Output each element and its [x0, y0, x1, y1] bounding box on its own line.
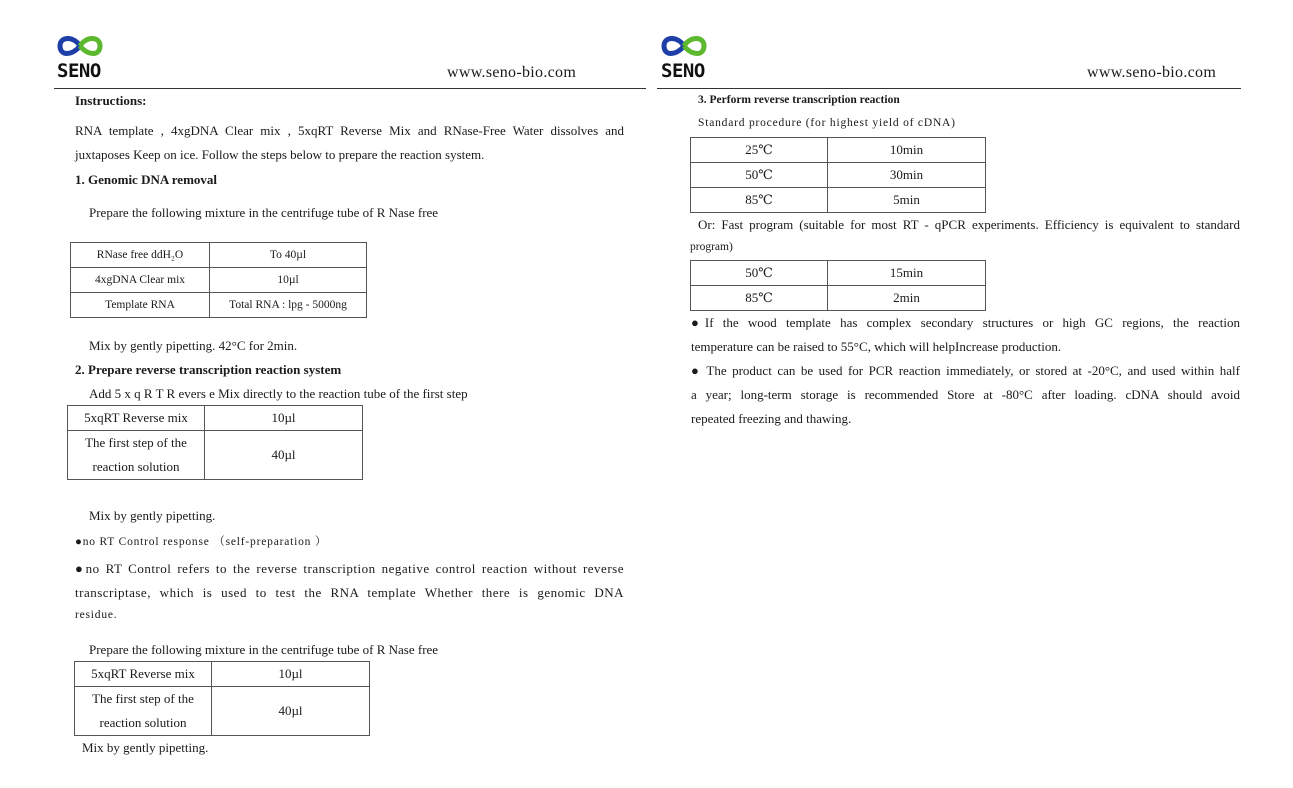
- header-rule: [657, 88, 1241, 89]
- step2-add-text: Add 5 x q R T R evers e Mix directly to the reaction tube of the first step: [89, 386, 468, 401]
- temperature-cell: 50℃: [691, 261, 828, 286]
- duration-cell: 5min: [828, 188, 986, 213]
- website-url: www.seno-bio.com: [1087, 64, 1217, 81]
- step2-heading: 2. Prepare reverse transcription reaction system: [75, 362, 342, 377]
- step1-prepare-text: Prepare the following mixture in the centrifuge tube of R Nase free: [89, 205, 439, 220]
- duration-cell: 2min: [828, 286, 986, 311]
- step3-heading: 3. Perform reverse transcription reaction: [698, 94, 900, 106]
- note1-line-2: temperature can be raised to 55°C, which will helpIncrease production.: [691, 339, 1062, 354]
- note2-line-2: a year; long-term storage is recommended Store at -80°C after loading. cDNA should avoid: [691, 387, 1240, 402]
- temperature-cell: 85℃: [691, 188, 828, 213]
- table-row: [71, 268, 367, 293]
- component-line-2: reaction solution: [99, 715, 187, 730]
- temperature-cell: 85℃: [691, 286, 828, 311]
- nort-desc-line-1: ●no RT Control refers to the reverse transcription negative control reaction without reverse: [75, 561, 624, 576]
- step2-mix-text: Mix by gently pipetting.: [89, 508, 216, 523]
- table-row: [71, 293, 367, 318]
- nort-desc-line-3: residue.: [75, 609, 118, 621]
- component-cell: RNase free ddH₂O: [71, 243, 210, 268]
- table-row: [691, 286, 986, 311]
- component-cell: [75, 687, 212, 736]
- table-row: [75, 662, 370, 687]
- gdna-removal-table: [70, 242, 367, 318]
- standard-procedure-table: [690, 137, 986, 213]
- step1-mix-text: Mix by gently pipetting. 42°C for 2min.: [89, 338, 298, 353]
- component-cell: [68, 431, 205, 480]
- left-page: [0, 0, 646, 788]
- component-cell: 4xgDNA Clear mix: [71, 268, 210, 293]
- final-mix-text: Mix by gently pipetting.: [82, 740, 209, 755]
- standard-procedure-label: Standard procedure (for highest yield of cDNA): [698, 117, 956, 129]
- amount-cell: 10µl: [212, 662, 370, 687]
- logo-wordmark: SENO: [57, 60, 101, 82]
- step1-heading: 1. Genomic DNA removal: [75, 172, 218, 187]
- instructions-heading: Instructions:: [75, 93, 147, 108]
- nort-prepare-text: Prepare the following mixture in the centrifuge tube of R Nase free: [89, 642, 439, 657]
- table-row: [691, 138, 986, 163]
- amount-cell: 10µl: [210, 268, 367, 293]
- table-row: [691, 188, 986, 213]
- duration-cell: 15min: [828, 261, 986, 286]
- table-row: [68, 406, 363, 431]
- duration-cell: 10min: [828, 138, 986, 163]
- amount-cell: To 40µl: [210, 243, 367, 268]
- infinity-logo-icon: [660, 32, 708, 60]
- component-cell: 5xqRT Reverse mix: [68, 406, 205, 431]
- website-url: www.seno-bio.com: [447, 64, 577, 81]
- right-page: [646, 0, 1292, 788]
- table-row: [68, 431, 363, 480]
- amount-cell: Total RNA : lpg - 5000ng: [210, 293, 367, 318]
- note2-line-1: ● The product can be used for PCR reaction immediately, or stored at -20°C, and used within half: [691, 363, 1240, 378]
- fast-program-line-1: Or: Fast program (suitable for most RT - qPCR experiments. Efficiency is equivalent to standard: [698, 217, 1240, 232]
- amount-cell: 40µl: [212, 687, 370, 736]
- note2-line-3: repeated freezing and thawing.: [691, 411, 852, 426]
- temperature-cell: 25℃: [691, 138, 828, 163]
- nort-desc-line-2: transcriptase, which is used to test the RNA template Whether there is genomic DNA: [75, 585, 624, 600]
- infinity-logo-icon: [56, 32, 104, 60]
- component-line-2: reaction solution: [92, 459, 180, 474]
- note1-line-1: ●If the wood template has complex secondary structures or high GC regions, the reaction: [691, 315, 1240, 330]
- fast-program-line-2: program): [690, 241, 733, 253]
- table-row: [75, 687, 370, 736]
- component-cell: Template RNA: [71, 293, 210, 318]
- intro-line-1: RNA template , 4xgDNA Clear mix , 5xqRT Reverse Mix and RNase-Free Water dissolves and: [75, 123, 624, 138]
- seno-logo: [56, 32, 116, 80]
- duration-cell: 30min: [828, 163, 986, 188]
- component-cell: 5xqRT Reverse mix: [75, 662, 212, 687]
- table-row: [691, 163, 986, 188]
- amount-cell: 10µl: [205, 406, 363, 431]
- fast-program-table: [690, 260, 986, 311]
- table-row: [71, 243, 367, 268]
- header-rule: [54, 88, 646, 89]
- temperature-cell: 50℃: [691, 163, 828, 188]
- amount-cell: 40µl: [205, 431, 363, 480]
- intro-line-2: juxtaposes Keep on ice. Follow the steps below to prepare the reaction system.: [75, 147, 485, 162]
- logo-wordmark: SENO: [661, 60, 705, 82]
- nort-bullet: ●no RT Control response （self-preparation ）: [75, 536, 328, 548]
- component-line-1: The first step of the: [92, 691, 194, 706]
- nort-table: [74, 661, 370, 736]
- seno-logo: [660, 32, 720, 80]
- component-line-1: The first step of the: [85, 435, 187, 450]
- rt-system-table: [67, 405, 363, 480]
- table-row: [691, 261, 986, 286]
